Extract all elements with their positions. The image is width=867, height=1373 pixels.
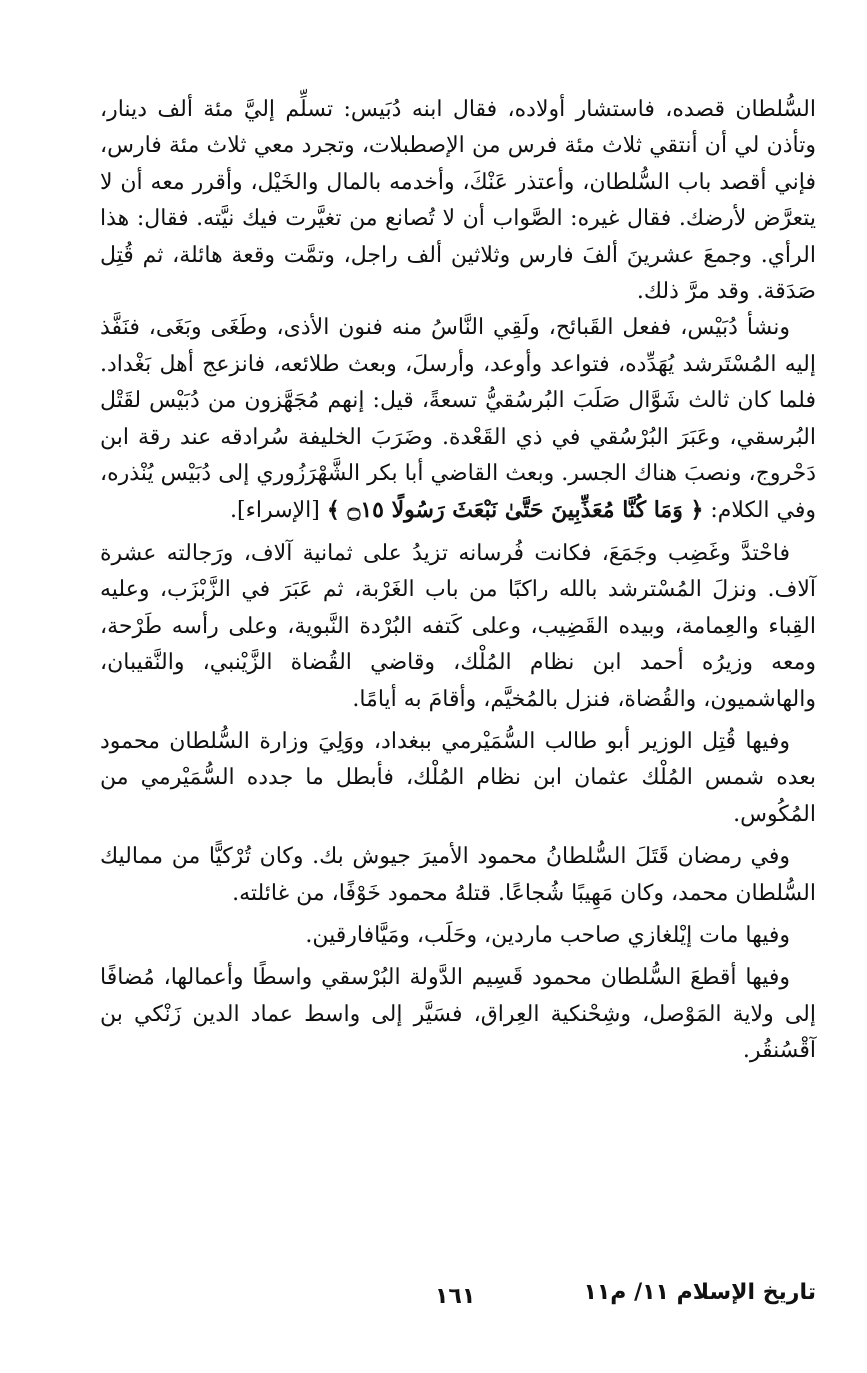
paragraph-2 (100, 310, 816, 529)
paragraph-7 (100, 960, 816, 1069)
quran-verse: ﴿ وَمَا كُنَّا مُعَذِّبِينَ حَتَّىٰ نَبْعَثَ رَسُولًا ۝١٥ ﴾ (326, 497, 704, 524)
paragraph-text: وفيها قُتِل الوزير أبو طالب السُّمَيْرمي ببغداد، ووَلِيَ وزارة السُّلطان محمود بعده شمس المُلْك عثمان ابن نظام المُلْك، فأبطل ما جدده السُّمَيْرمي من المُكُوس. (100, 728, 816, 827)
verse-reference: [الإسراء]. (230, 498, 320, 524)
paragraph-text: ونشأ دُبَيْس، ففعل القَبائح، ولَقِي النَّاسُ منه فنون الأذى، وطَغَى وبَغَى، فنَفَّذ إليه المُسْتَرشد يُهَدِّده، فتواعد وأوعد، وأرسلَ، وبعث طلائعه، فانزعج أهل بَغْداد. فلما كان ثالث شَوَّال صَلَبَ البُرسُقيُّ تسعةً، قيل: إنهم مُجَهَّزون من دُبَيْس لقَتْل البُرسقي، وعَبَرَ البُرْسُقي في ذي القَعْدة. وضَرَبَ الخليفة سُرادقه عند رقة ابن دَحْروج، ونصبَ هناك الجسر. وبعث القاضي أبا بكر الشَّهْرَزُوري إلى دُبَيْس يُنْذره، وفي الكلام: (100, 315, 816, 524)
main-text (100, 92, 816, 1070)
page-number: ١٦١ (435, 1284, 476, 1309)
paragraph-text: وفيها أقطعَ السُّلطان محمود قَسِيم الدَّولة البُرْسقي واسطًا وأعمالها، مُضافًا إلى ولاية المَوْصل، وشِحْنكية العِراق، فسَيَّر إلى واسط عماد الدين زَنْكي بن آقْسُنقُر. (100, 965, 816, 1064)
paragraph-1 (100, 92, 816, 310)
book-title: تاريخ الإسلام ١١/ م١١ (583, 1280, 816, 1305)
paragraph-text: فاحْتدَّ وغَضِب وجَمَعَ، فكانت فُرسانه تزيدُ على ثمانية آلاف، ورَجالته عشرة آلاف. ونزلَ المُسْترشد بالله راكبًا من باب الغَرْبة، ثم عَبَرَ في الزَّبْزَب، وعليه القِباء والعِمامة، وبيده القَضِيب، وعلى كَتفه البُرْدة النَّبوية، وعلى رأسه طَرْحة، ومعه وزيرُه أحمد ابن نظام المُلْك، وقاضي القُضاة الزَّيْنبي، والنَّقيبان، والهاشميون، والقُضاة، فنزل بالمُخيَّم، وأقامَ به أيامًا. (100, 540, 816, 712)
paragraph-3 (100, 536, 816, 718)
paragraph-text: وفي رمضان قَتَلَ السُّلطانُ محمود الأميرَ جيوش بك. وكان تُرْكيًّا من مماليك السُّلطان محمد، وكان مَهِيبًا شُجاعًا. قتلهُ محمود خَوْفًا، من غائلته. (100, 844, 816, 906)
paragraph-5 (100, 839, 816, 912)
paragraph-text: السُّلطان قصده، فاستشار أولاده، فقال ابنه دُبَيس: تسلِّم إليَّ مئة ألف دينار، وتأذن لي أن أنتقي ثلاث مئة فرس من الإصطبلات، وتجرد معي ثلاث مئة فارس، فإني أقصد باب السُّلطان، وأعتذر عَنْكَ، وأخدمه بالمال والخَيْل، وأقرر معه أن لا يتعرَّض لأرضك. فقال غيره: الصَّواب أن لا تُصانع من تغيَّرت فيك نيَّته. فقال: هذا الرأي. وجمعَ عشرينَ ألفَ فارس وثلاثين ألف راجل، وتمَّت وقعة هائلة، ثم قُتِل صَدَقة. وقد مرَّ ذلك. (100, 97, 816, 305)
paragraph-4 (100, 724, 816, 833)
paragraph-6 (100, 918, 816, 954)
page-footer (100, 1280, 816, 1320)
paragraph-text: وفيها مات إيْلغازي صاحب ماردين، وحَلَب، ومَيَّافارقين. (305, 922, 790, 948)
